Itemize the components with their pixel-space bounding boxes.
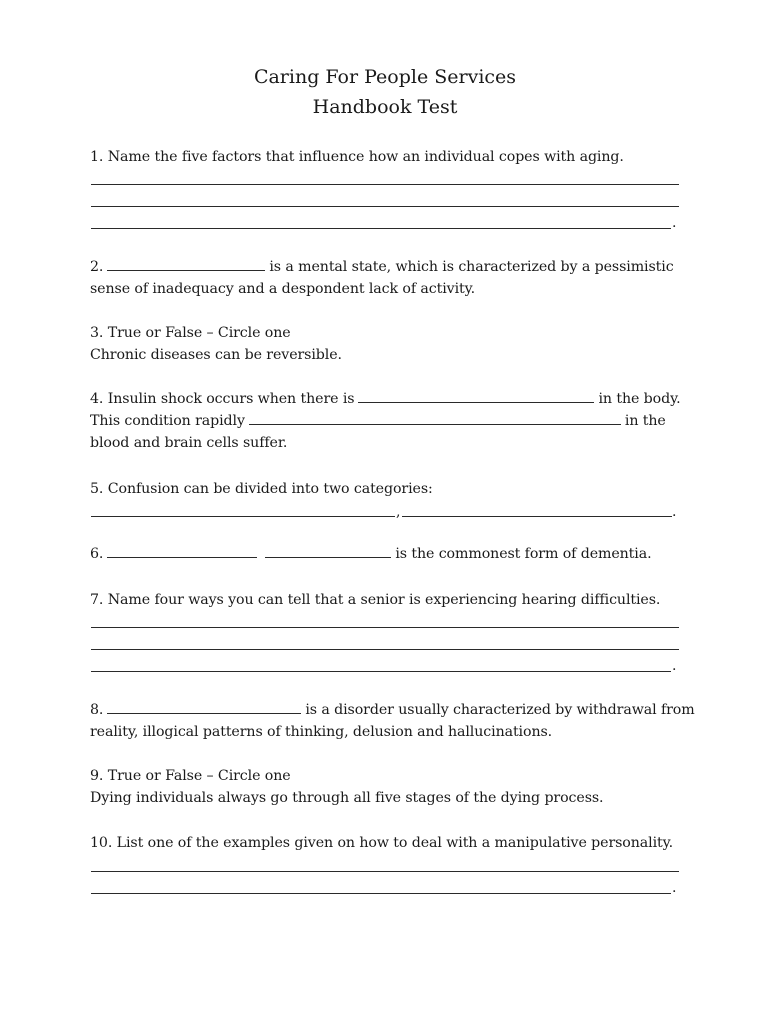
document-title: Caring For People Services <box>253 66 517 88</box>
question-2-text: is a mental state, which is characterized by a pessimistic <box>269 259 674 275</box>
answer-line[interactable] <box>91 671 671 672</box>
answer-line[interactable] <box>91 184 679 185</box>
question-4-lead-2: This condition rapidly <box>90 413 245 429</box>
answer-line[interactable] <box>91 627 679 628</box>
question-8-text: is a disorder usually characterized by withdrawal from <box>305 702 695 718</box>
end-period: . <box>672 658 677 674</box>
question-8-line-1 <box>90 699 695 721</box>
question-2-number: 2. <box>90 259 104 275</box>
question-6-line <box>90 543 652 565</box>
fill-in-blank[interactable] <box>249 410 621 425</box>
question-3-instruction: 3. True or False – Circle one <box>90 325 291 341</box>
answer-line[interactable] <box>91 228 671 229</box>
question-4-line-1 <box>90 388 681 410</box>
question-5-text: 5. Confusion can be divided into two categories: <box>90 481 433 497</box>
question-8-number: 8. <box>90 702 104 718</box>
answer-line[interactable] <box>91 893 671 894</box>
question-1-text: 1. Name the five factors that influence how an individual copes with aging. <box>90 149 624 165</box>
end-period: . <box>672 504 677 520</box>
question-4-line-3: blood and brain cells suffer. <box>90 435 288 451</box>
end-period: . <box>672 880 677 896</box>
question-4-tail-2: in the <box>624 413 666 429</box>
fill-in-blank[interactable] <box>107 256 265 271</box>
question-4-lead-1: 4. Insulin shock occurs when there is <box>90 391 355 407</box>
fill-in-blank[interactable] <box>107 699 301 714</box>
end-period: . <box>672 215 677 231</box>
fill-in-blank[interactable] <box>358 388 594 403</box>
answer-line[interactable] <box>91 516 395 517</box>
comma-separator: , <box>396 504 401 520</box>
question-8-line-2: reality, illogical patterns of thinking, delusion and hallucinations. <box>90 724 553 740</box>
answer-line[interactable] <box>91 206 679 207</box>
question-6-text: is the commonest form of dementia. <box>395 546 652 562</box>
question-9-instruction: 9. True or False – Circle one <box>90 768 291 784</box>
question-2-line-1 <box>90 256 674 278</box>
question-7-text: 7. Name four ways you can tell that a senior is experiencing hearing difficulties. <box>90 592 661 608</box>
answer-line[interactable] <box>91 871 679 872</box>
answer-line[interactable] <box>402 516 672 517</box>
question-4-tail-1: in the body. <box>598 391 681 407</box>
fill-in-blank[interactable] <box>265 543 391 558</box>
question-2-line-2: sense of inadequacy and a despondent lack of activity. <box>90 281 476 297</box>
question-6-number: 6. <box>90 546 104 562</box>
document-subtitle: Handbook Test <box>312 96 458 118</box>
question-3-statement: Chronic diseases can be reversible. <box>90 347 342 363</box>
fill-in-blank[interactable] <box>107 543 257 558</box>
question-10-text: 10. List one of the examples given on how to deal with a manipulative personality. <box>90 835 674 851</box>
question-4-line-2 <box>90 410 666 432</box>
answer-line[interactable] <box>91 649 679 650</box>
question-9-statement: Dying individuals always go through all five stages of the dying process. <box>90 790 604 806</box>
